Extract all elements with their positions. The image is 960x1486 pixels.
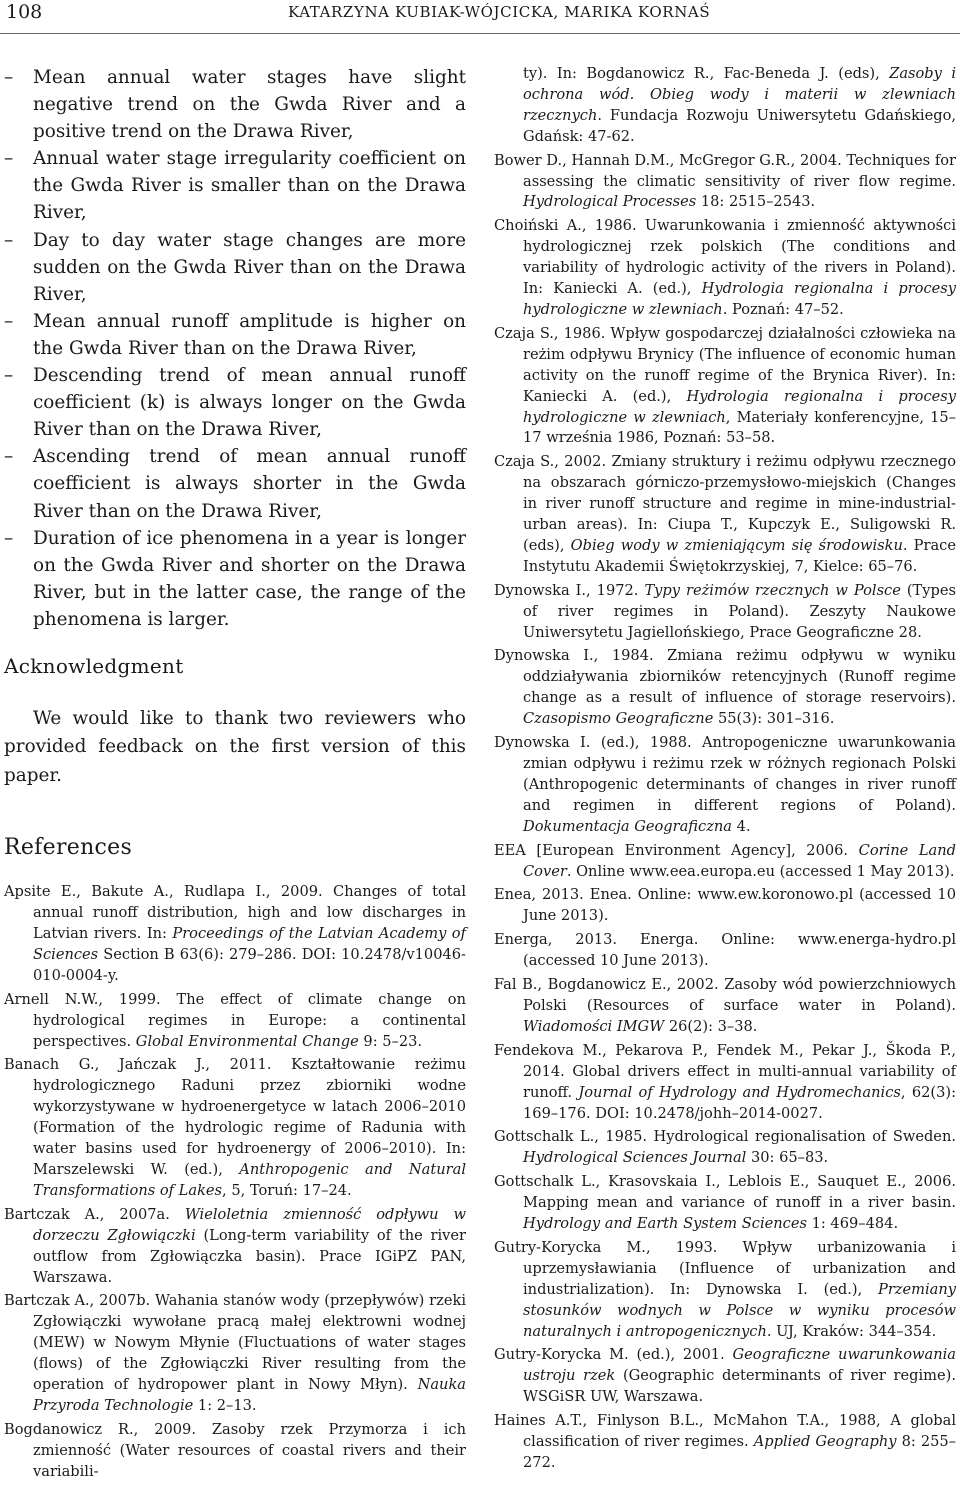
reference-source: Proceedings of the Latvian Academy of Sciences (33, 925, 466, 963)
reference-entry (494, 452, 956, 577)
reference-entry (494, 930, 956, 972)
left-column (4, 64, 466, 1486)
finding-text: Descending trend of mean annual runoff coefficient (k) is always longer on the Gwda River than on the Drawa River, (33, 365, 466, 441)
reference-source: Wiadomości IMGW (523, 1017, 665, 1035)
reference-text: 26(2): 3–38. (664, 1017, 758, 1035)
finding-text: Mean annual water stages have slight negative trend on the Gwda River and a positive trend on the Drawa River, (33, 67, 466, 143)
reference-source: Anthropogenic and Natural Transformations of Lakes (33, 1160, 466, 1199)
reference-entry (494, 581, 956, 644)
reference-entry (494, 733, 956, 838)
reference-text: 1: 2–13. (193, 1396, 257, 1414)
reference-source: Hydrologia regionalna i procesy hydrologiczne w zlewniach (523, 280, 956, 318)
reference-text: Fendekova M., Pekarova P., Fendek M., Pekar J., Škoda P., 2014. Global drivers effect in multi-annual variability of runoff. (494, 1041, 956, 1101)
bullet-dash: – (4, 67, 14, 88)
reference-text: Bartczak A., 2007a. (4, 1205, 185, 1223)
reference-text: , 5, Toruń: 17–24. (222, 1181, 352, 1199)
references-heading: References (4, 835, 133, 861)
finding-item (4, 227, 466, 308)
reference-text: Dynowska I. (ed.), 1988. Antropogeniczne uwarunkowania zmian odpływu i reżimu rzek w różnych regionach Polski (Anthropogenic determinants of changes in river runoff and regimen in different regions of Poland). (494, 734, 956, 814)
reference-text: Choiński A., 1986. Uwarunkowania i zmienność aktywności hydrologicznej rzek polskich (The conditions and variability of hydrologic activity of the rivers in Poland). In: Kaniecki A. (ed.), (494, 217, 956, 298)
reference-text: Gutry-Korycka M. (ed.), 2001. (494, 1346, 733, 1364)
reference-text: Gottschalk L., 1985. Hydrological regionalisation of Sweden. (494, 1128, 956, 1146)
page-header (0, 0, 960, 34)
reference-entry (4, 990, 466, 1053)
reference-entry (494, 646, 956, 730)
reference-entry (494, 1127, 956, 1169)
reference-entry (494, 841, 956, 883)
reference-text: 9: 5–23. (358, 1032, 423, 1050)
reference-entry (494, 151, 956, 214)
reference-source: Czasopismo Geograficzne (523, 710, 714, 728)
reference-entry (4, 1205, 466, 1289)
reference-entry (4, 1055, 466, 1201)
bullet-dash: – (4, 148, 14, 170)
reference-source: Typy reżimów rzecznych w Polsce (644, 581, 901, 599)
running-title: KATARZYNA KUBIAK-WÓJCICKA, MARIKA KORNAŚ (288, 3, 711, 21)
reference-entry (494, 1238, 956, 1343)
reference-text: Dynowska I., 1984. Zmiana reżimu odpływu w wyniku oddziaływania zbiorników retencyjnych (Runoff regime change as a result of influence of storage reservoirs). (494, 647, 956, 707)
reference-text: Fal B., Bogdanowicz E., 2002. Zasoby wód powierzchniowych Polski (Resources of surface water in Poland). (494, 976, 956, 1014)
finding-item (4, 443, 466, 524)
header-rule (0, 33, 960, 34)
reference-text: 18: 2515–2543. (696, 193, 816, 211)
reference-text: Energa, 2013. Energa. Online: www.energa-hydro.pl (accessed 10 June 2013). (494, 931, 956, 970)
reference-entry (494, 885, 956, 927)
finding-item (4, 308, 466, 362)
reference-source: Geograficzne uwarunkowania ustroju rzek (523, 1346, 956, 1385)
finding-item (4, 145, 466, 226)
reference-text: (Types of river regimes in Poland). Zeszyty Naukowe Uniwersytetu Jagiellońskiego, Prace Geograficzne 28. (523, 581, 956, 641)
reference-text: . Prace Instytutu Akademii Świętokrzyskiej, 7, Kielce: 65–76. (523, 536, 956, 575)
reference-entry (494, 1411, 956, 1474)
findings-list (4, 64, 466, 633)
bullet-dash: – (4, 229, 14, 251)
reference-text: 55(3): 301–316. (713, 710, 835, 728)
finding-item (4, 64, 466, 145)
right-column (494, 64, 956, 1477)
reference-source: Journal of Hydrology and Hydromechanics (578, 1083, 901, 1101)
reference-entry (494, 975, 956, 1038)
reference-source: Przemiany stosunków wodnych w Polsce w wyniku procesów naturalnych i antropogenicznych (523, 1280, 956, 1340)
finding-text: Ascending trend of mean annual runoff coefficient is always shorter in the Gwda River than on the Drawa River, (33, 446, 466, 522)
reference-entry (4, 1420, 466, 1483)
reference-text: EEA [European Environment Agency], 2006. (494, 841, 859, 859)
reference-text: Bower D., Hannah D.M., McGregor G.R., 2004. Techniques for assessing the climatic sensitivity of river flow regime. (494, 151, 956, 190)
reference-text: Enea, 2013. Enea. Online: www.ew.koronowo.pl (accessed 10 June 2013). (494, 886, 956, 925)
bullet-dash: – (4, 527, 14, 549)
reference-text: Section B 63(6): 279–286. DOI: 10.2478/v10046-010-0004-y. (33, 945, 466, 984)
reference-text: . Fundacja Rozwoju Uniwersytetu Gdańskiego, Gdańsk: 47-62. (523, 106, 956, 145)
reference-text: ty). In: Bogdanowicz R., Fac-Beneda J. (eds), (523, 65, 890, 82)
reference-text: Czaja S., 2002. Zmiany struktury i reżimu odpływu rzecznego na obszarach górniczo-przemysłowo-miejskich (Changes in river runoff structure and regime in mine-industrial-urban areas). In: Ciupa T., Kupczyk E., Suligowski R. (eds), (494, 453, 956, 554)
reference-source: Wieloletnia zmienność odpływu w dorzeczu Zgłowiączki (33, 1205, 466, 1244)
reference-text: Bogdanowicz R., 2009. Zasoby rzek Przymorza i ich zmienność (Water resources of coastal rivers and their variabili- (4, 1420, 466, 1480)
finding-text: Day to day water stage changes are more sudden on the Gwda River than on the Drawa River, (33, 229, 466, 305)
reference-text: Gottschalk L., Krasovskaia I., Leblois E., Sauquet E., 2006. Mapping mean and variance of runoff in a river basin. (494, 1173, 956, 1212)
reference-source: Obieg wody w zmieniającym się środowisku (570, 536, 903, 554)
reference-entry (4, 1291, 466, 1416)
finding-text: Mean annual runoff amplitude is higher on the Gwda River than on the Drawa River, (33, 310, 466, 359)
reference-source: Dokumentacja Geograficzna (523, 817, 733, 835)
finding-text: Annual water stage irregularity coefficient on the Gwda River is smaller than on the Drawa River, (33, 148, 466, 224)
reference-source: Hydrology and Earth System Sciences (523, 1215, 807, 1233)
reference-entry (494, 324, 956, 449)
finding-item (4, 525, 466, 633)
reference-source: Applied Geography (753, 1433, 897, 1451)
reference-text: Gutry-Korycka M., 1993. Wpływ urbanizowania i uprzemysławiania (Influence of urbanization and industrialization). In: Dynowska I. (ed.), (494, 1238, 956, 1298)
reference-text: . Online www.eea.europa.eu (accessed 1 May 2013). (566, 862, 955, 880)
reference-entry (494, 1345, 956, 1408)
reference-source: Hydrological Sciences Journal (523, 1149, 747, 1167)
reference-text: 8: 255–272. (523, 1433, 957, 1471)
reference-entry (4, 882, 466, 987)
reference-entry (494, 216, 956, 321)
reference-text: 4. (732, 817, 751, 835)
reference-text: Bartczak A., 2007b. Wahania stanów wody (przepływów) rzeki Zgłowiączki wywołane pracą małej elektrowni wodnej (MEW) w Nowym Młynie (Fluctuations of water stages (flows) of the Zgłowiączki River resulting from the operation of hydropower plant in Nowy Młyn). (4, 1292, 466, 1394)
reference-source: Corine Land Cover (523, 841, 957, 880)
reference-text: (Long-term variability of the river outflow from Zgłowiączka basin). Prace IGiPZ PAN, Warszawa. (33, 1226, 466, 1286)
reference-source: Nauka Przyroda Technologie (33, 1376, 466, 1414)
reference-text: . Poznań: 47–52. (722, 300, 844, 318)
references-list-left (4, 882, 466, 1482)
reference-text: Haines A.T., Finlyson B.L., McMahon T.A., 1988, A global classification of river regimes. (494, 1412, 956, 1451)
reference-text: Dynowska I., 1972. (494, 581, 645, 599)
reference-text: Czaja S., 1986. Wpływ gospodarczej działalności człowieka na reżim odpływu Brynicy (The influence of economic human activity on the runoff regime of the Brynica River). In: Kaniecki A. (ed.), (494, 324, 956, 405)
acknowledgment-heading: Acknowledgment (4, 653, 184, 678)
reference-text: , Materiały konferencyjne, 15–17 września 1986, Poznań: 53–58. (523, 408, 957, 447)
reference-text: . UJ, Kraków: 344–354. (766, 1322, 937, 1340)
reference-source: Hydrological Processes (523, 193, 697, 211)
references-list-right (494, 64, 956, 1474)
page-number: 108 (6, 1, 43, 23)
reference-text: 30: 65–83. (746, 1149, 829, 1167)
reference-text: 1: 469–484. (806, 1215, 899, 1233)
reference-source: Global Environmental Change (135, 1032, 359, 1050)
bullet-dash: – (4, 365, 14, 387)
reference-text: , 62(3): 169–176. DOI: 10.2478/johh–2014-0027. (523, 1083, 957, 1122)
finding-item (4, 362, 466, 443)
bullet-dash: – (4, 310, 14, 332)
reference-source: Zasoby i ochrona wód. Obieg wody i materii w zlewniach rzecznych (523, 65, 956, 124)
reference-entry (494, 64, 956, 148)
reference-text: Banach G., Jańczak J., 2011. Kształtowanie reżimu hydrologicznego Raduni przez zbiorniki wodne wykorzystywane w hydroenergetyce w latach 2006–2010 (Formation of the hydrologic regime of Radunia with water basins used for hydroenergy of 2006–2010). In: Marszelewski W. (ed.), (4, 1056, 466, 1178)
bullet-dash: – (4, 446, 14, 468)
acknowledgment-text: We would like to thank two reviewers who provided feedback on the first version of this paper. (4, 707, 466, 786)
finding-text: Duration of ice phenomena in a year is longer on the Gwda River and shorter on the Drawa River, but in the latter case, the range of the phenomena is larger. (33, 527, 466, 630)
reference-source: Hydrologia regionalna i procesy hydrologiczne w zlewniach (523, 387, 957, 426)
reference-entry (494, 1041, 956, 1125)
reference-text: Arnell N.W., 1999. The effect of climate change on hydrological regimes in Europe: a continental perspectives. (4, 990, 466, 1050)
reference-entry (494, 1172, 956, 1235)
reference-text: Apsite E., Bakute A., Rudlapa I., 2009. Changes of total annual runoff distribution, high and low discharges in Latvian rivers. In: (4, 883, 466, 942)
reference-text: (Geographic determinants of river regime). WSGiSR UW, Warszawa. (523, 1367, 956, 1406)
